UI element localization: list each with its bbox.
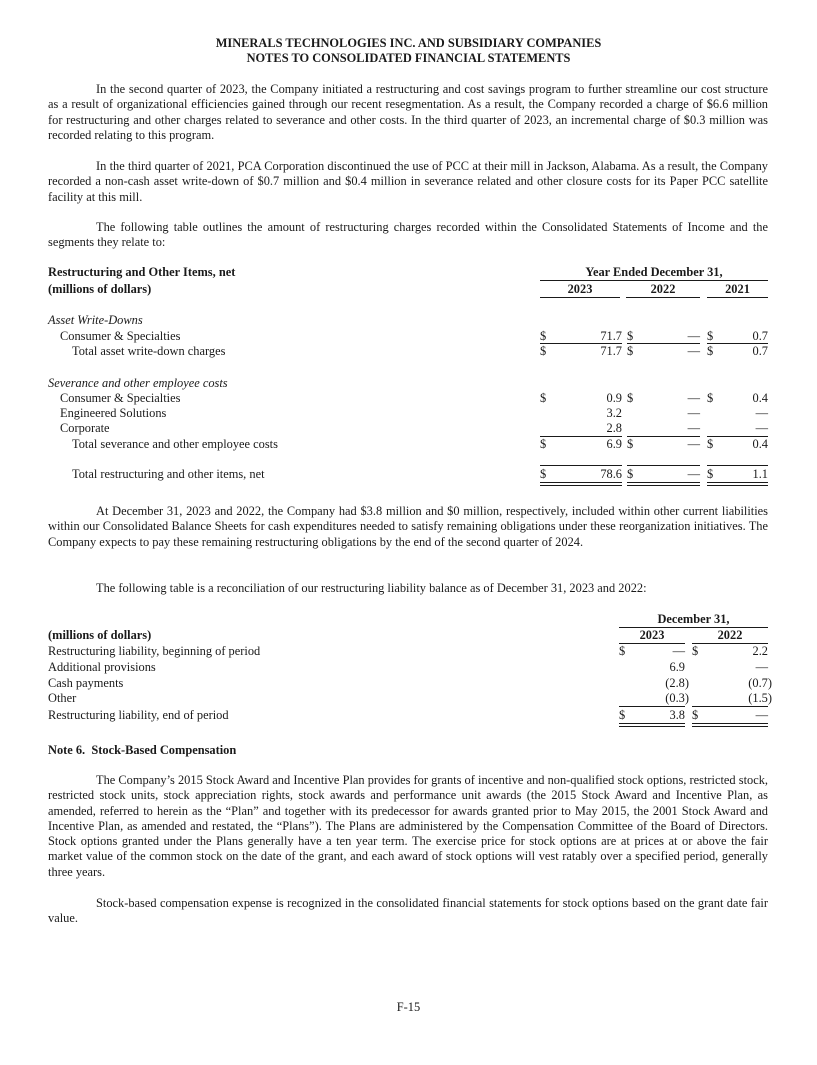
table2-period-header: December 31,	[619, 612, 768, 628]
value-2023: 71.7	[600, 329, 622, 343]
value-2023: 3.8	[669, 708, 685, 722]
company-name-heading: MINERALS TECHNOLOGIES INC. AND SUBSIDIARY COMPANIES	[215, 36, 602, 50]
row-label: Additional provisions	[48, 660, 156, 674]
paragraph-reconciliation-intro: The following table is a reconciliation of our restructuring liability balance as of December 31, 2023 and 2022:	[96, 581, 647, 595]
value-2021: 1.1	[752, 467, 768, 481]
value-2021: 0.4	[752, 391, 768, 405]
dollar-sign: $	[627, 329, 634, 343]
table-row	[0, 660, 817, 676]
value-2022: 2.2	[752, 644, 768, 658]
table-row	[0, 437, 817, 453]
value-2022: —	[687, 406, 700, 420]
table-row	[0, 421, 817, 437]
paragraph-stock-award-plan: The Company’s 2015 Stock Award and Incentive Plan provides for grants of incentive and non-qualified stock options, restricted stock, restricted stock units, stock appreciation rights, stock awards and performance unit awards (the 2015 Stock Award and Incentive Plan, as amended, referred to herein as the “Plan” and together with its predecessor for awards granted prior to May 2015, the 2001 Stock Award and Incentive Plan, as amended and restated, the “Plans”). The Plans are administered by the Compensation Committee of the Board of Directors. Stock options granted under the Plans generally have a ten year term. The exercise price for stock options are at prices at or above the fair market value of the common stock on the date of the grant, and each award of stock options will vest ratably over a specified period, generally three years.	[48, 773, 768, 879]
table1-section-asset-write-downs: Asset Write-Downs	[48, 313, 143, 327]
table1-col-2023: 2023	[540, 282, 620, 298]
value-2022: (1.5)	[748, 691, 772, 705]
value-2021: 0.4	[752, 437, 768, 451]
table1-units: (millions of dollars)	[48, 282, 152, 296]
row-label: Total severance and other employee costs	[72, 437, 278, 451]
row-label: Restructuring liability, beginning of period	[48, 644, 261, 658]
dollar-sign: $	[540, 344, 547, 358]
table1-col-2021: 2021	[707, 282, 768, 298]
dollar-sign: $	[627, 467, 634, 481]
paragraph-stock-comp-expense: Stock-based compensation expense is recognized in the consolidated financial statements for stock options based on the grant date fair value.	[48, 896, 768, 926]
value-2021: 0.7	[752, 344, 768, 358]
table-row	[0, 406, 817, 422]
row-label: Consumer & Specialties	[60, 391, 181, 405]
row-label: Consumer & Specialties	[60, 329, 181, 343]
note6-heading: Note 6. Stock-Based Compensation	[48, 743, 237, 757]
value-2023: (2.8)	[665, 676, 689, 690]
table2-units: (millions of dollars)	[48, 628, 152, 642]
value-2023: 2.8	[606, 421, 622, 435]
value-2023: 6.9	[606, 437, 622, 451]
value-2021: —	[755, 406, 768, 420]
dollar-sign: $	[707, 329, 714, 343]
dollar-sign: $	[627, 391, 634, 405]
value-2022: —	[687, 467, 700, 481]
value-2023: 71.7	[600, 344, 622, 358]
table1-period-header: Year Ended December 31,	[540, 265, 768, 281]
table-row	[0, 708, 817, 724]
table-row	[0, 467, 817, 483]
dollar-sign: $	[540, 391, 547, 405]
value-2022: —	[687, 421, 700, 435]
value-2022: —	[755, 708, 768, 722]
dollar-sign: $	[540, 437, 547, 451]
value-2023: (0.3)	[665, 691, 689, 705]
table-row	[0, 691, 817, 707]
table1-title: Restructuring and Other Items, net	[48, 265, 236, 279]
value-2021: —	[755, 421, 768, 435]
table1-col-2022: 2022	[626, 282, 700, 298]
dollar-sign: $	[619, 708, 626, 722]
dollar-sign: $	[707, 437, 714, 451]
paragraph-pca-jackson: In the third quarter of 2021, PCA Corporation discontinued the use of PCC at their mill in Jackson, Alabama. As a result, the Company recorded a non-cash asset write-down of $0.7 million and $0.4 million in severance related and other closure costs for its Paper PCC satellite facility at this mill.	[48, 159, 768, 204]
table-row	[0, 644, 817, 660]
value-2022: (0.7)	[748, 676, 772, 690]
page-number: F-15	[396, 1000, 421, 1014]
dollar-sign: $	[707, 391, 714, 405]
dollar-sign: $	[619, 644, 626, 658]
value-2023: 78.6	[600, 467, 622, 481]
table-row	[0, 344, 817, 360]
row-label: Other	[48, 691, 77, 705]
row-label: Restructuring liability, end of period	[48, 708, 229, 722]
dollar-sign: $	[692, 644, 699, 658]
value-2021: 0.7	[752, 329, 768, 343]
paragraph-table-intro: The following table outlines the amount of restructuring charges recorded within the Consolidated Statements of Income and the segments they relate to:	[48, 220, 768, 250]
dollar-sign: $	[540, 467, 547, 481]
notes-heading: NOTES TO CONSOLIDATED FINANCIAL STATEMENTS	[246, 51, 571, 65]
value-2022: —	[687, 437, 700, 451]
row-label: Engineered Solutions	[60, 406, 167, 420]
dollar-sign: $	[627, 437, 634, 451]
table2-col-2022: 2022	[692, 628, 768, 644]
value-2022: —	[687, 391, 700, 405]
value-2023: 3.2	[606, 406, 622, 420]
value-2022: —	[687, 344, 700, 358]
value-2022: —	[755, 660, 768, 674]
table-row	[0, 391, 817, 407]
value-2023: —	[672, 644, 685, 658]
row-label: Corporate	[60, 421, 110, 435]
dollar-sign: $	[707, 344, 714, 358]
table2-col-2023: 2023	[619, 628, 685, 644]
value-2023: 0.9	[606, 391, 622, 405]
dollar-sign: $	[627, 344, 634, 358]
paragraph-liability-balance: At December 31, 2023 and 2022, the Company had $3.8 million and $0 million, respectively, included within other current liabilities within our Consolidated Balance Sheets for cash expenditures needed to satisfy remaining obligations under these reorganization initiatives. The Company expects to pay these remaining restructuring obligations by the end of the second quarter of 2024.	[48, 504, 768, 549]
dollar-sign: $	[540, 329, 547, 343]
dollar-sign: $	[707, 467, 714, 481]
dollar-sign: $	[692, 708, 699, 722]
row-label: Total asset write-down charges	[72, 344, 226, 358]
paragraph-restructuring-2023: In the second quarter of 2023, the Company initiated a restructuring and cost savings program to further streamline our cost structure as a result of organizational efficiencies gained through our recent resegmentation. As a result, the Company recorded a charge of $6.6 million for restructuring and other charges related to severance and other costs. In the third quarter of 2023, an incremental charge of $0.3 million was recorded relating to this program.	[48, 82, 768, 142]
row-label: Total restructuring and other items, net	[72, 467, 265, 481]
value-2022: —	[687, 329, 700, 343]
value-2023: 6.9	[669, 660, 685, 674]
row-label: Cash payments	[48, 676, 124, 690]
table1-section-severance: Severance and other employee costs	[48, 376, 228, 390]
table-row	[0, 676, 817, 692]
